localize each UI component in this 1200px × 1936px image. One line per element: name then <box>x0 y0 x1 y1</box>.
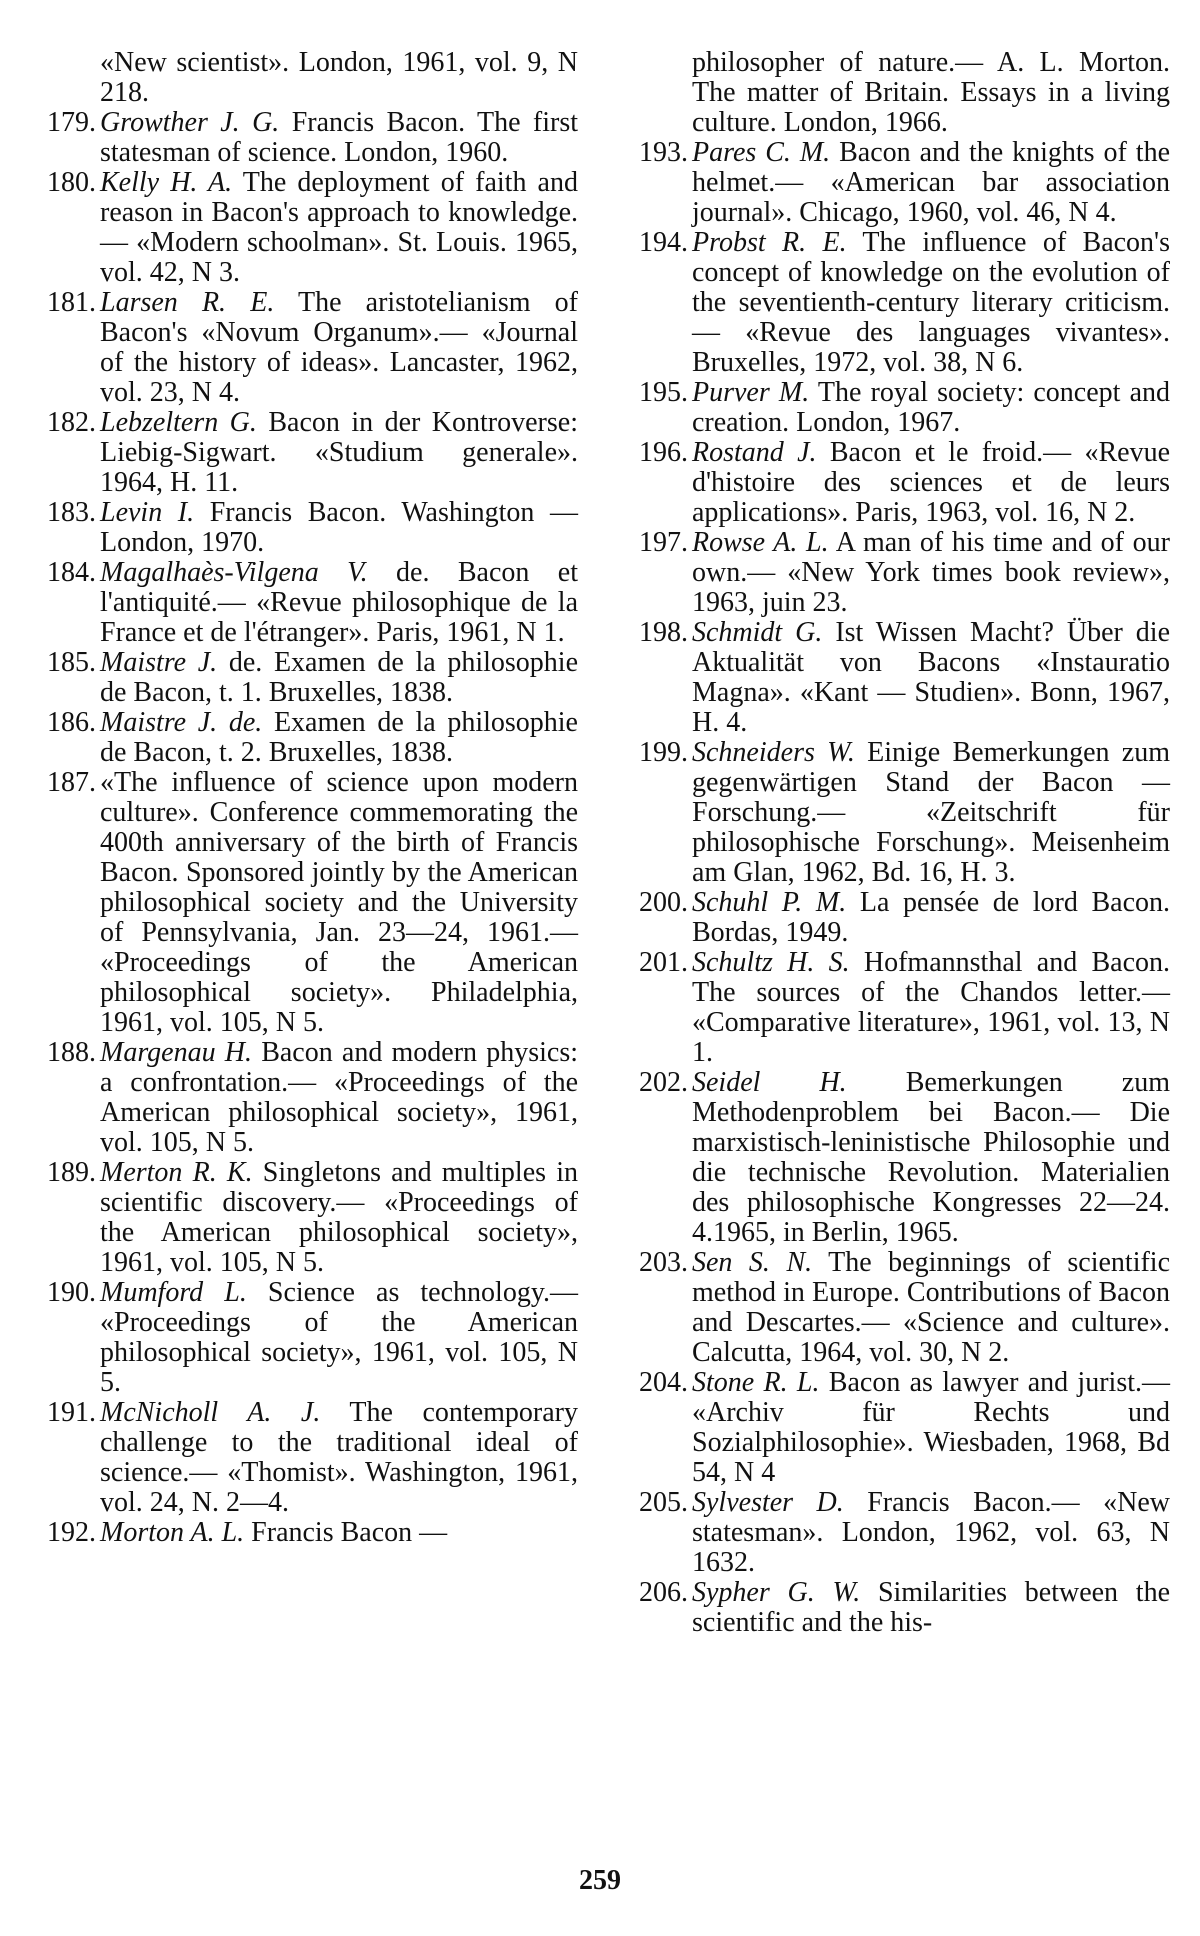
entry-number: 197. <box>639 527 688 558</box>
entry-text: Bemerkungen zum Methodenproblem bei Bacon.— Die marxistisch-leninistische Philosophie und die technische Revolution. Materialien des philosophische Kongresses 22—24. 4.1965, in Berlin, 1965. <box>692 1067 1170 1248</box>
entry-number: 191. <box>47 1397 96 1428</box>
bibliography-entry <box>639 1577 1170 1638</box>
bibliography-entry <box>58 48 578 108</box>
entry-number: 204. <box>639 1367 688 1398</box>
entry-number: 201. <box>639 947 688 978</box>
bibliography-entry <box>47 1037 578 1158</box>
entry-text: Francis Bacon. The first statesman of science. London, 1960. <box>100 107 579 168</box>
entry-number: 203. <box>639 1247 688 1278</box>
entry-number: 206. <box>639 1577 688 1608</box>
entry-author: Schuhl P. M. <box>692 887 847 918</box>
entry-text: The royal society: concept and creation. London, 1967. <box>692 377 1170 438</box>
entry-number: 193. <box>639 137 688 168</box>
entry-number: 192. <box>47 1517 96 1548</box>
entry-text: The contemporary challenge to the traditional ideal of science.— «Thomist». Washington, 1961, vol. 24, N. 2—4. <box>100 1397 578 1518</box>
entry-text: La pensée de lord Bacon. Bordas, 1949. <box>692 887 1171 948</box>
bibliography-entry <box>47 407 578 498</box>
entry-text: Bacon and modern physics: a confrontation.— «Proceedings of the American philosophical society», 1961, vol. 105, N 5. <box>100 1037 578 1158</box>
entry-number: 185. <box>47 647 96 678</box>
entry-author: Margenau H. <box>100 1037 253 1068</box>
entry-author: Magalhaès-Vilgena V. <box>100 557 368 588</box>
entry-text: Bacon and the knights of the helmet.— «American bar association journal». Chicago, 1960, vol. 46, N 4. <box>692 137 1170 228</box>
entry-number: 202. <box>639 1067 688 1098</box>
entry-text: The deployment of faith and reason in Bacon's approach to knowledge.— «Modern schoolman». St. Louis. 1965, vol. 42, N 3. <box>100 167 578 288</box>
bibliography-entry <box>47 557 578 648</box>
entry-text: The aristotelianism of Bacon's «Novum Organum».— «Journal of the history of ideas». Lancaster, 1962, vol. 23, N 4. <box>100 287 578 408</box>
entry-text: The influence of Bacon's concept of knowledge on the evolution of the seventienth-century literary criticism.— «Revue des languages vivantes». Bruxelles, 1972, vol. 38, N 6. <box>692 227 1170 378</box>
entry-number: 195. <box>639 377 688 408</box>
entry-author: Kelly H. A. <box>100 167 233 198</box>
entry-text: Ist Wissen Macht? Über die Aktualität von Bacons «Instauratio Magna». «Kant — Studien». Bonn, 1967, H. 4. <box>692 617 1170 738</box>
entry-author: Larsen R. E. <box>100 287 275 318</box>
bibliography-entry <box>47 647 578 708</box>
entry-number: 194. <box>639 227 688 258</box>
entry-author: Levin I. <box>100 497 195 528</box>
entry-text: Francis Bacon — <box>251 1517 448 1548</box>
entry-number: 180. <box>47 167 96 198</box>
entry-text: Singletons and multiples in scientific discovery.— «Proceedings of the American philosophical society», 1961, vol. 105, N 5. <box>100 1157 578 1278</box>
entry-text: Similarities between the scientific and the his- <box>692 1577 1170 1638</box>
entry-author: Sypher G. W. <box>692 1577 861 1608</box>
left-column <box>47 47 579 1548</box>
bibliography-entry <box>47 767 578 1038</box>
bibliography-entry <box>639 377 1170 438</box>
entry-text: de. Examen de la philosophie de Bacon, t. 1. Bruxelles, 1838. <box>100 647 578 708</box>
entry-text: Francis Bacon.— «New statesman». London, 1962, vol. 63, N 1632. <box>692 1487 1170 1578</box>
bibliography-entry <box>639 1367 1170 1488</box>
entry-author: Morton A. L. <box>100 1517 245 1548</box>
entry-author: Schneiders W. <box>692 737 855 768</box>
bibliography-entry <box>47 1397 578 1518</box>
entry-number: 196. <box>639 437 688 468</box>
entry-text: «New scientist». London, 1961, vol. 9, N 218. <box>100 47 578 108</box>
bibliography-entry <box>47 707 578 768</box>
bibliography-entry <box>47 1157 578 1278</box>
right-column <box>639 47 1171 1638</box>
entry-author: Rowse A. L. <box>692 527 829 558</box>
bibliography-entry <box>650 48 1170 138</box>
entry-author: Maistre J. de. <box>100 707 263 738</box>
bibliography-entry <box>639 137 1170 228</box>
entry-number: 190. <box>47 1277 96 1308</box>
entry-number: 188. <box>47 1037 96 1068</box>
bibliography-entry <box>639 527 1170 618</box>
bibliography-entry <box>639 1067 1170 1248</box>
entry-author: Schultz H. S. <box>692 947 850 978</box>
entry-text: Bacon as lawyer and jurist.— «Archiv für Rechts und Sozialphilosophie». Wiesbaden, 1968, Bd 54, N 4 <box>692 1367 1170 1488</box>
entry-author: Probst R. E. <box>692 227 847 258</box>
entry-text: Hofmannsthal and Bacon. The sources of the Chandos letter.— «Comparative literature», 1961, vol. 13, N 1. <box>692 947 1171 1068</box>
entry-author: Merton R. K. <box>100 1157 253 1188</box>
entry-author: McNicholl A. J. <box>100 1397 321 1428</box>
entry-number: 184. <box>47 557 96 588</box>
entry-author: Sylvester D. <box>692 1487 844 1518</box>
entry-text: philosopher of nature.— A. L. Morton. The matter of Britain. Essays in a living culture. London, 1966. <box>692 47 1170 138</box>
entry-author: Lebzeltern G. <box>100 407 257 438</box>
bibliography-entry <box>639 227 1170 378</box>
entry-text: de. Bacon et l'antiquité.— «Revue philosophique de la France et de l'étranger». Paris, 1961, N 1. <box>100 557 578 648</box>
bibliography-entry <box>47 497 579 558</box>
entry-number: 182. <box>47 407 96 438</box>
entry-author: Pares C. M. <box>692 137 831 168</box>
entry-text: Francis Bacon. Washington — London, 1970. <box>100 497 579 558</box>
entry-number: 198. <box>639 617 688 648</box>
entry-number: 187. <box>47 767 96 798</box>
entry-text: Bacon et le froid.— «Revue d'histoire des sciences et de leurs applications». Paris, 1963, vol. 16, N 2. <box>692 437 1170 528</box>
entry-text: Examen de la philosophie de Bacon, t. 2. Bruxelles, 1838. <box>100 707 578 768</box>
entry-number: 199. <box>639 737 688 768</box>
entry-number: 183. <box>47 497 96 528</box>
entry-number: 189. <box>47 1157 96 1188</box>
entry-author: Mumford L. <box>100 1277 247 1308</box>
bibliography-entry <box>639 947 1171 1068</box>
bibliography-entry <box>47 287 578 408</box>
entry-text: Science as technology.— «Proceedings of the American philosophical society», 1961, vol. 105, N 5. <box>100 1277 578 1398</box>
entry-author: Sen S. N. <box>692 1247 813 1278</box>
entry-author: Rostand J. <box>692 437 817 468</box>
bibliography-entry <box>639 887 1171 948</box>
entry-text: Einige Bemerkungen zum gegenwärtigen Stand der Bacon — Forschung.— «Zeitschrift für philosophische Forschung». Meisenheim am Glan, 1962, Bd. 16, H. 3. <box>692 737 1171 888</box>
entry-author: Maistre J. <box>100 647 218 678</box>
bibliography-entry <box>47 1517 578 1548</box>
entry-author: Growther J. G. <box>100 107 280 138</box>
entry-author: Purver M. <box>692 377 810 408</box>
entry-number: 205. <box>639 1487 688 1518</box>
entry-text: The beginnings of scientific method in Europe. Contributions of Bacon and Descartes.— «Science and culture». Calcutta, 1964, vol. 30, N 2. <box>692 1247 1170 1368</box>
entry-text: Bacon in der Kontroverse: Liebig-Sigwart. «Studium generale». 1964, H. 11. <box>100 407 578 498</box>
entry-author: Schmidt G. <box>692 617 823 648</box>
entry-text: A man of his time and of our own.— «New York times book review», 1963, juin 23. <box>692 527 1170 618</box>
entry-author: Stone R. L. <box>692 1367 820 1398</box>
entry-number: 179. <box>47 107 96 138</box>
bibliography-entry <box>639 1487 1170 1578</box>
bibliography-entry <box>639 437 1170 528</box>
bibliography-entry <box>47 1277 578 1398</box>
bibliography-entry <box>639 617 1170 738</box>
bibliography-entry <box>639 1247 1170 1368</box>
entry-number: 181. <box>47 287 96 318</box>
entry-text: «The influence of science upon modern culture». Conference commemorating the 400th anniversary of the birth of Francis Bacon. Sponsored jointly by the American philosophical society and the University of Pennsylvania, Jan. 23—24, 1961.— «Proceedings of the American philosophical society». Philadelphia, 1961, vol. 105, N 5. <box>100 767 578 1038</box>
bibliography-entry <box>47 107 579 168</box>
entry-author: Seidel H. <box>692 1067 847 1098</box>
entry-number: 186. <box>47 707 96 738</box>
entry-number: 200. <box>639 887 688 918</box>
bibliography-entry <box>639 737 1171 888</box>
bibliography-entry <box>47 167 578 288</box>
page-number: 259 <box>579 1865 621 1896</box>
